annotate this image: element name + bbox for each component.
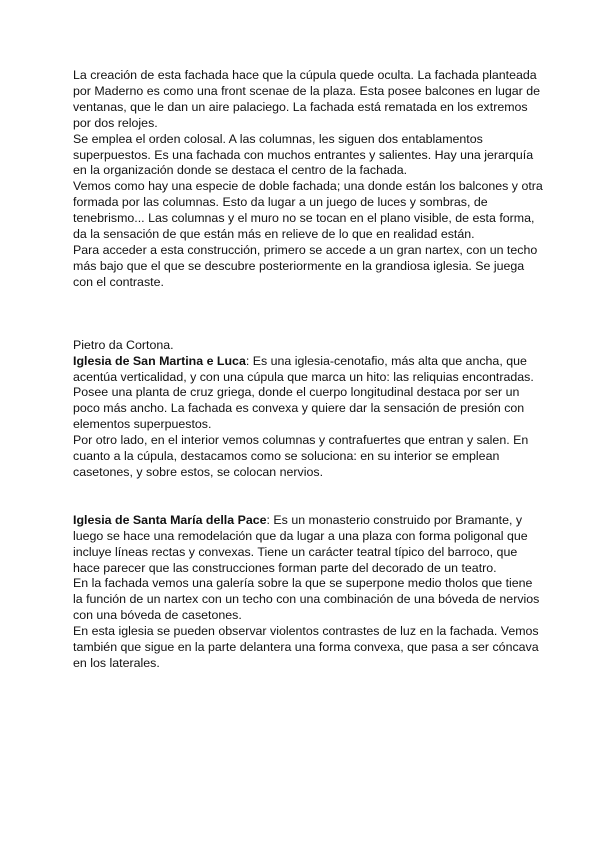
church-description: : Es un monasterio construido por Bramante, y luego se hace una remodelación que da lugar a una plaza con forma poligonal que incluye líneas rectas y convexas. Tiene un carácter teatral típico del barroco, que hace parecer que las construcciones forman parte del decorado de un teatro. — [73, 512, 528, 575]
section-santa-maria-della-pace — [73, 513, 543, 672]
paragraph: En esta iglesia se pueden observar violentos contrastes de luz en la fachada. Vemos también que sigue en la parte delantera una forma convexa, que pasa a ser cóncava en los laterales. — [73, 624, 539, 670]
church-description: : Es una iglesia-cenotafio, más alta que ancha, que acentúa verticalidad, y con una cúpula que marca un hito: las reliquias encontradas. Posee una planta de cruz griega, donde el cuerpo longitudinal destaca por ser un poco más ancho. La fachada es convexa y quiere dar la sensación de presión con elementos superpuestos. — [73, 353, 534, 432]
paragraph: Por otro lado, en el interior vemos columnas y contrafuertes que entran y salen. En cuanto a la cúpula, destacamos como se soluciona: en su interior se emplean casetones, y sobre estos, se colocan nervios. — [73, 433, 529, 479]
spacer — [73, 291, 543, 338]
section-san-pedro-facade — [73, 68, 543, 291]
paragraph — [73, 513, 543, 577]
paragraph — [73, 354, 543, 434]
paragraph: En la fachada vemos una galería sobre la que se superpone medio tholos que tiene la función de un nartex con un techo con una combinación de una bóveda de nervios con una bóveda de casetones. — [73, 576, 540, 623]
church-title: Iglesia de San Martina e Luca — [73, 353, 246, 368]
paragraph: La creación de esta fachada hace que la cúpula quede oculta. La fachada planteada por Maderno es como una front scenae de la plaza. Esta posee balcones en lugar de ventanas, que le dan un aire palaciego. La fachada está rematada en los extremos por dos relojes. — [73, 68, 541, 130]
spacer — [73, 481, 543, 513]
church-title: Iglesia de Santa María della Pace — [73, 512, 267, 527]
paragraph: Vemos como hay una especie de doble fachada; una donde están los balcones y otra formada por las columnas. Esto da lugar a un juego de luces y sombras, de tenebrismo... Las columnas y el muro no se tocan en el plano visible, de esta forma, da la sensación de que están más en relieve de lo que en realidad están. — [73, 179, 543, 242]
paragraph: Se emplea el orden colosal. A las columnas, les siguen dos entablamentos superpuestos. Es una fachada con muchos entrantes y salientes. Hay una jerarquía en la organización donde se destaca el centro de la fachada. — [73, 131, 534, 178]
paragraph: Para acceder a esta construcción, primero se accede a un gran nartex, con un techo más bajo que el que se descubre posteriormente en la grandiosa iglesia. Se juega con el contraste. — [73, 242, 538, 289]
section-san-martina-e-luca — [73, 338, 543, 481]
document-page — [73, 68, 543, 672]
author-name: Pietro da Cortona. — [73, 337, 174, 352]
